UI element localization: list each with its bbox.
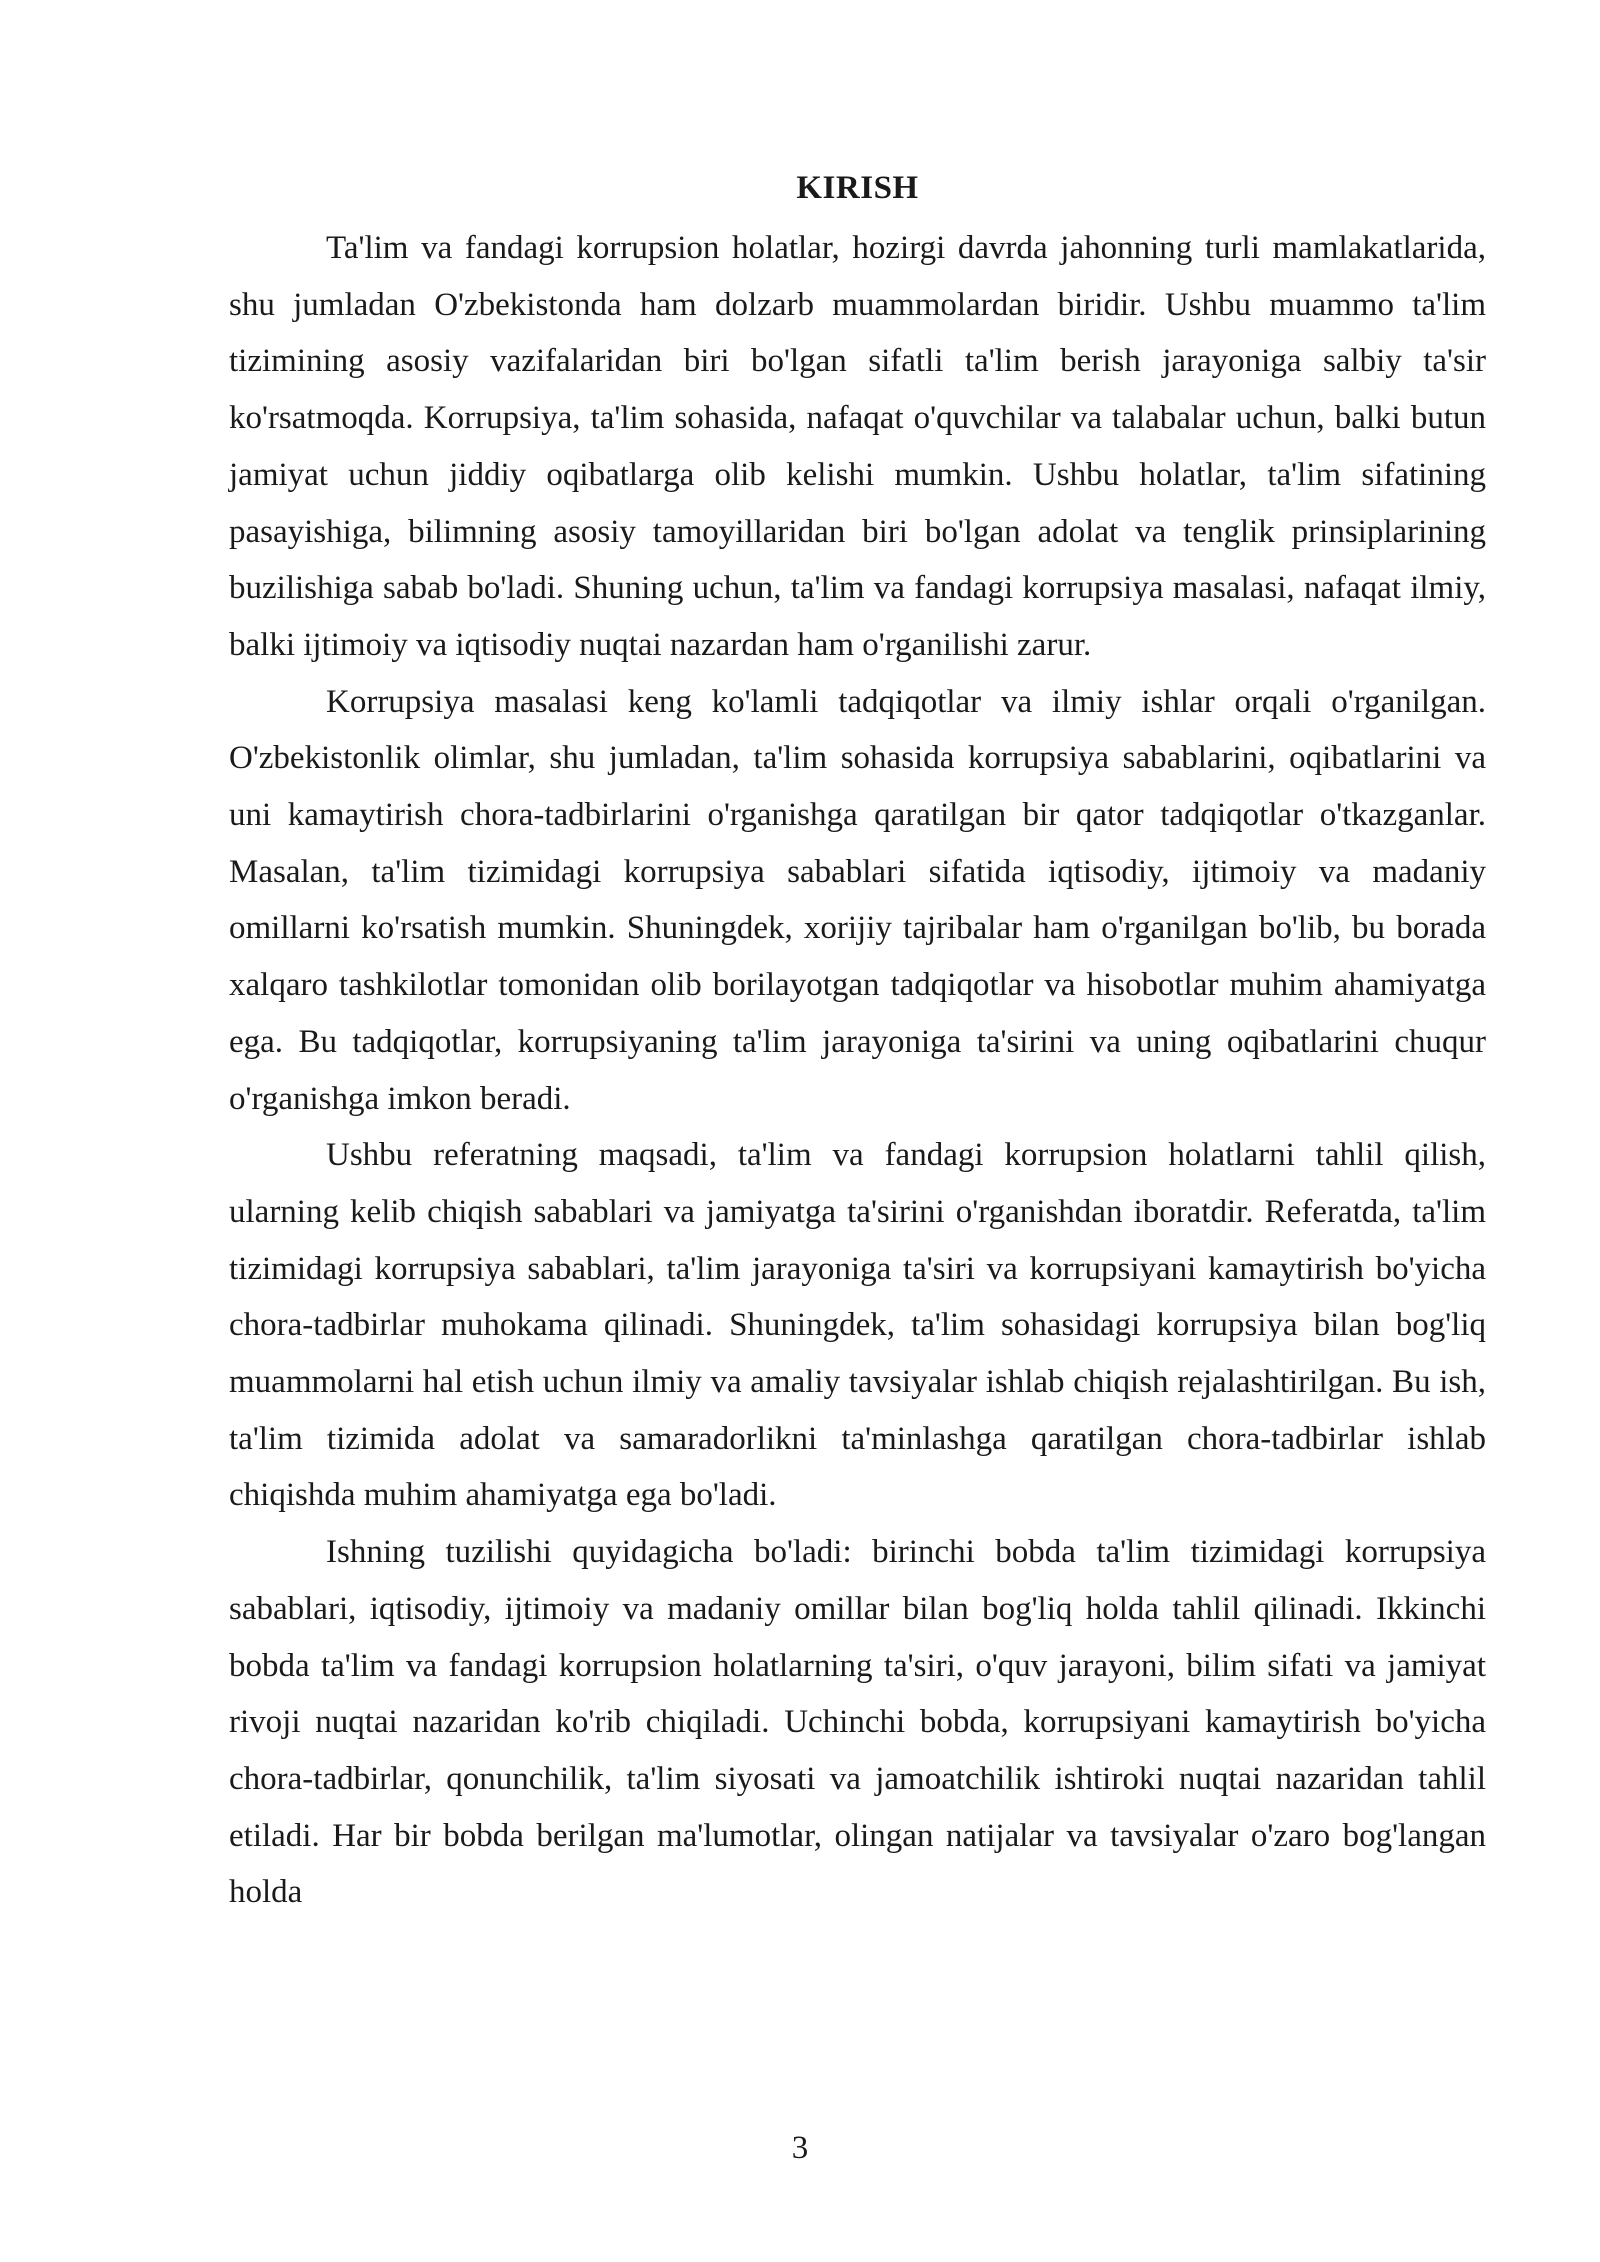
paragraph-research-review: Korrupsiya masalasi keng ko'lamli tadqiqotlar va ilmiy ishlar orqali o'rganilgan. O'zbekistonlik olimlar, shu jumladan, ta'lim sohasida korrupsiya sabablarini, oqibatlarini va uni kamaytirish chora-tadbirlarini o'rganishga qaratilgan bir qator tadqiqotlar o'tkazganlar. Masalan, ta'lim tizimidagi korrupsiya sabablari sifatida iqtisodiy, ijtimoiy va madaniy omillarni ko'rsatish mumkin. Shuningdek, xorijiy tajribalar ham o'rganilgan bo'lib, bu borada xalqaro tashkilotlar tomonidan olib borilayotgan tadqiqotlar va hisobotlar muhim ahamiyatga ega. Bu tadqiqotlar, korrupsiyaning ta'lim jarayoniga ta'sirini va uning oqibatlarini chuqur o'rganishga imkon beradi. [229,683,1486,1117]
section-title: KIRISH [796,170,919,206]
paragraph-structure: Ishning tuzilishi quyidagicha bo'ladi: birinchi bobda ta'lim tizimidagi korrupsiya sabablari, iqtisodiy, ijtimoiy va madaniy omillar bilan bog'liq holda tahlil qilinadi. Ikkinchi bobda ta'lim va fandagi korrupsion holatlarning ta'siri, o'quv jarayoni, bilim sifati va jamiyat rivoji nuqtai nazaridan ko'rib chiqiladi. Uchinchi bobda, korrupsiyani kamaytirish bo'yicha chora-tadbirlar, qonunchilik, ta'lim siyosati va jamoatchilik ishtiroki nuqtai nazaridan tahlil etiladi. Har bir bobda berilgan ma'lumotlar, olingan natijalar va tavsiyalar o'zaro bog'langan holda [229,1534,1486,1911]
paragraph-purpose: Ushbu referatning maqsadi, ta'lim va fandagi korrupsion holatlarni tahlil qilish, ularning kelib chiqish sabablari va jamiyatga ta'sirini o'rganishdan iboratdir. Referatda, ta'lim tizimidagi korrupsiya sabablari, ta'lim jarayoniga ta'siri va korrupsiyani kamaytirish bo'yicha chora-tadbirlar muhokama qilinadi. Shuningdek, ta'lim sohasidagi korrupsiya bilan bog'liq muammolarni hal etish uchun ilmiy va amaliy tavsiyalar ishlab chiqish rejalashtirilgan. Bu ish, ta'lim tizimida adolat va samaradorlikni ta'minlashga qaratilgan chora-tadbirlar ishlab chiqishda muhim ahamiyatga ega bo'ladi. [229,1137,1486,1514]
page-content [229,160,1486,1921]
paragraph-intro: Ta'lim va fandagi korrupsion holatlar, hozirgi davrda jahonning turli mamlakatlarida, shu jumladan O'zbekistonda ham dolzarb muammolardan biridir. Ushbu muammo ta'lim tizimining asosiy vazifalaridan biri bo'lgan sifatli ta'lim berish jarayoniga salbiy ta'sir ko'rsatmoqda. Korrupsiya, ta'lim sohasida, nafaqat o'quvchilar va talabalar uchun, balki butun jamiyat uchun jiddiy oqibatlarga olib kelishi mumkin. Ushbu holatlar, ta'lim sifatining pasayishiga, bilimning asosiy tamoyillaridan biri bo'lgan adolat va tenglik prinsiplarining buzilishiga sabab bo'ladi. Shuning uchun, ta'lim va fandagi korrupsiya masalasi, nafaqat ilmiy, balki ijtimoiy va iqtisodiy nuqtai nazardan ham o'rganilishi zarur. [229,230,1486,663]
page-number: 3 [791,2130,809,2166]
